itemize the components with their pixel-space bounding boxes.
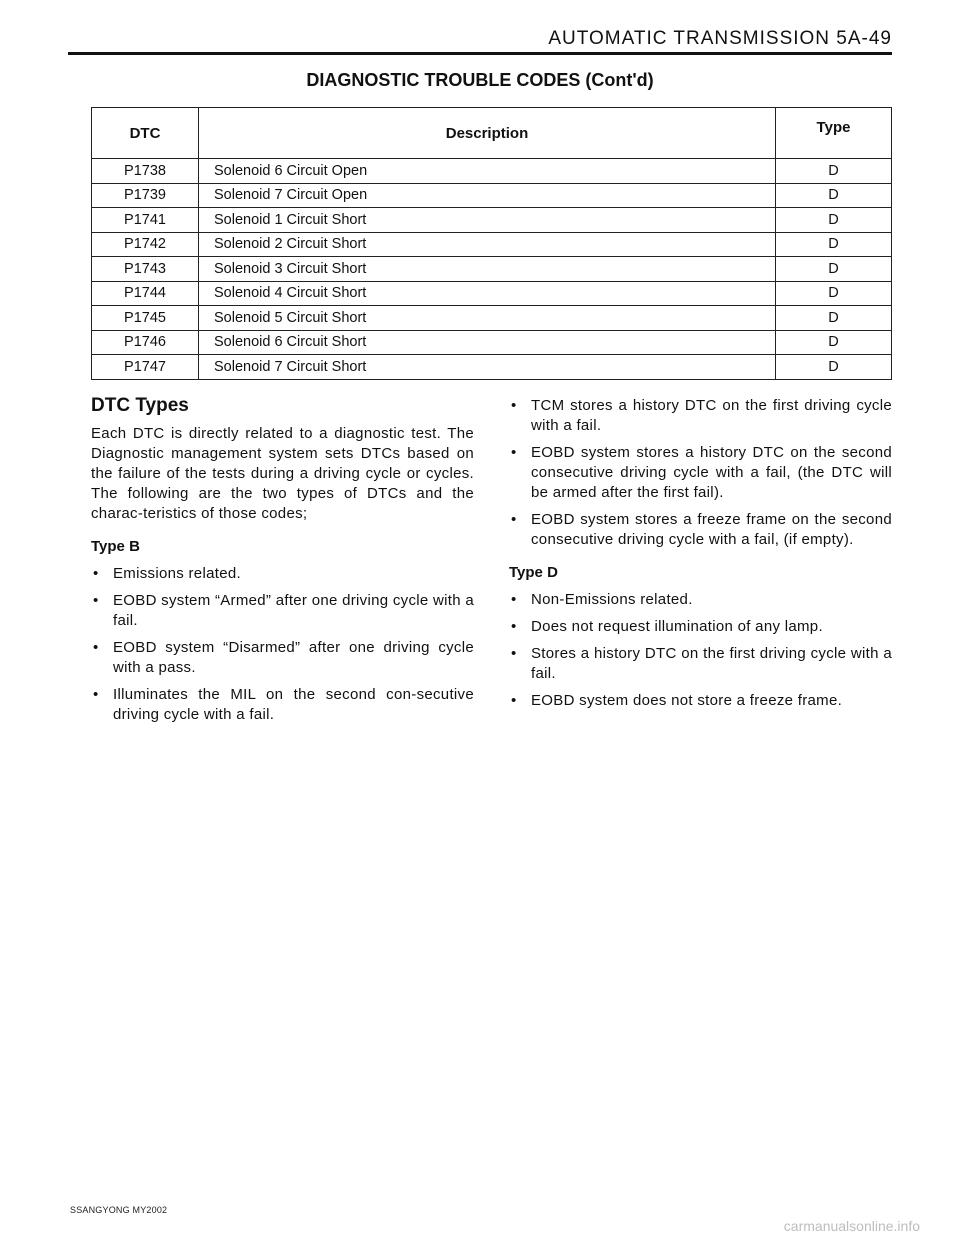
type-b-list-continued <box>509 396 892 550</box>
dtc-description-cell: Solenoid 1 Circuit Short <box>199 208 776 233</box>
table-row <box>92 355 892 380</box>
table-row <box>92 159 892 184</box>
bullet-icon: • <box>93 565 99 582</box>
list-item <box>509 590 892 610</box>
dtc-code-cell: P1745 <box>92 306 199 331</box>
bullet-icon: • <box>93 686 99 703</box>
list-item-text: EOBD system “Disarmed” after one driving cycle with a pass. <box>113 639 474 676</box>
type-d-list <box>509 590 892 711</box>
type-b-list <box>91 564 474 725</box>
table-header-row <box>92 108 892 159</box>
dtc-code-cell: P1738 <box>92 159 199 184</box>
dtc-code-cell: P1746 <box>92 330 199 355</box>
dtc-description-cell: Solenoid 4 Circuit Short <box>199 281 776 306</box>
dtc-description-cell: Solenoid 2 Circuit Short <box>199 232 776 257</box>
bullet-icon: • <box>93 639 99 656</box>
column-header-description: Description <box>199 108 776 159</box>
dtc-table <box>91 107 892 380</box>
bullet-icon: • <box>511 397 517 414</box>
list-item-text: Does not request illumination of any lamp. <box>531 618 823 635</box>
table-row <box>92 183 892 208</box>
list-item-text: Non-Emissions related. <box>531 591 693 608</box>
dtc-type-cell: D <box>776 183 892 208</box>
table-row <box>92 232 892 257</box>
list-item <box>91 685 474 725</box>
list-item-text: Emissions related. <box>113 565 241 582</box>
dtc-type-cell: D <box>776 281 892 306</box>
page-header-title: AUTOMATIC TRANSMISSION 5A-49 <box>548 28 892 49</box>
dtc-type-cell: D <box>776 306 892 331</box>
dtc-description-cell: Solenoid 3 Circuit Short <box>199 257 776 282</box>
bullet-icon: • <box>511 591 517 608</box>
table-row <box>92 281 892 306</box>
column-header-type-label: Type <box>816 118 851 136</box>
type-b-heading: Type B <box>91 538 140 555</box>
dtc-type-cell: D <box>776 355 892 380</box>
bullet-icon: • <box>511 511 517 528</box>
section-heading: DIAGNOSTIC TROUBLE CODES (Cont'd) <box>306 70 654 90</box>
dtc-type-cell: D <box>776 232 892 257</box>
list-item <box>91 564 474 584</box>
page-header-rule <box>68 52 892 55</box>
list-item <box>509 396 892 436</box>
dtc-code-cell: P1743 <box>92 257 199 282</box>
dtc-description-cell: Solenoid 6 Circuit Open <box>199 159 776 184</box>
dtc-code-cell: P1744 <box>92 281 199 306</box>
bullet-icon: • <box>511 645 517 662</box>
bullet-icon: • <box>93 592 99 609</box>
dtc-code-cell: P1747 <box>92 355 199 380</box>
table-row <box>92 208 892 233</box>
dtc-type-cell: D <box>776 208 892 233</box>
dtc-description-cell: Solenoid 7 Circuit Open <box>199 183 776 208</box>
list-item-text: Stores a history DTC on the first driving cycle with a fail. <box>531 645 892 682</box>
dtc-code-cell: P1742 <box>92 232 199 257</box>
list-item-text: EOBD system “Armed” after one driving cycle with a fail. <box>113 592 474 629</box>
bullet-icon: • <box>511 692 517 709</box>
footer-watermark: carmanualsonline.info <box>783 1218 920 1234</box>
column-header-dtc: DTC <box>92 108 199 159</box>
list-item <box>91 591 474 631</box>
list-item-text: Illuminates the MIL on the second con-secutive driving cycle with a fail. <box>113 686 474 723</box>
bullet-icon: • <box>511 618 517 635</box>
list-item-text: EOBD system stores a history DTC on the second consecutive driving cycle with a fail, (the DTC will be armed after the first fail). <box>531 444 892 501</box>
dtc-types-intro: Each DTC is directly related to a diagnostic test. The Diagnostic management system sets DTCs based on the failure of the tests during a driving cycle or cycles. The following are the two types of DTCs and the charac-teristics of those codes; <box>91 425 474 522</box>
type-d-heading: Type D <box>509 564 558 581</box>
list-item <box>509 510 892 550</box>
dtc-description-cell: Solenoid 6 Circuit Short <box>199 330 776 355</box>
bullet-icon: • <box>511 444 517 461</box>
dtc-type-cell: D <box>776 257 892 282</box>
dtc-code-cell: P1741 <box>92 208 199 233</box>
column-header-type <box>776 108 892 159</box>
dtc-types-heading: DTC Types <box>91 395 189 416</box>
dtc-code-cell: P1739 <box>92 183 199 208</box>
table-row <box>92 257 892 282</box>
list-item <box>509 691 892 711</box>
dtc-description-cell: Solenoid 7 Circuit Short <box>199 355 776 380</box>
list-item <box>509 617 892 637</box>
list-item-text: EOBD system stores a freeze frame on the second consecutive driving cycle with a fail, (if empty). <box>531 511 892 548</box>
list-item <box>91 638 474 678</box>
dtc-description-cell: Solenoid 5 Circuit Short <box>199 306 776 331</box>
list-item <box>509 644 892 684</box>
dtc-type-cell: D <box>776 159 892 184</box>
table-row <box>92 330 892 355</box>
list-item-text: EOBD system does not store a freeze frame. <box>531 692 843 709</box>
table-row <box>92 306 892 331</box>
list-item-text: TCM stores a history DTC on the first driving cycle with a fail. <box>531 397 892 434</box>
dtc-type-cell: D <box>776 330 892 355</box>
right-column <box>509 396 892 724</box>
left-column <box>91 396 474 738</box>
list-item <box>509 443 892 503</box>
footer-model-year: SSANGYONG MY2002 <box>70 1205 168 1215</box>
